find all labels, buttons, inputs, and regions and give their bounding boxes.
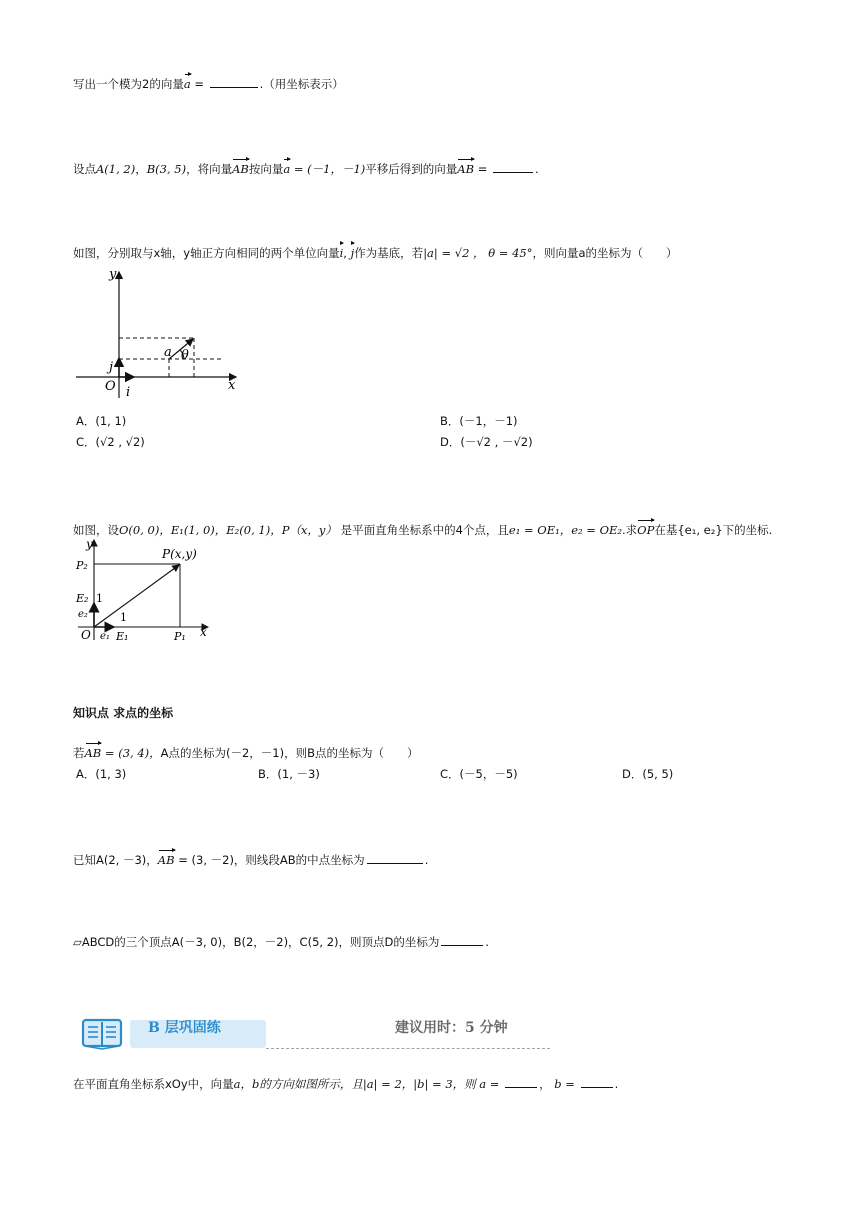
unit-vector-j: j [351, 242, 355, 261]
e1-label: E₁ [116, 630, 129, 643]
q2-point-b: B(3, 5) [146, 162, 187, 176]
e2-label: E₂ [76, 592, 89, 605]
origin-label: O [105, 379, 116, 394]
question-5 [73, 742, 419, 761]
q5-text-b: A点的坐标为(－2，－1)，则B点的坐标为（ ） [160, 746, 419, 760]
q3-option-b[interactable]: B．(－1，－1) [440, 414, 518, 428]
section-heading: 知识点 求点的坐标 [73, 706, 174, 720]
q5-value: = (3, 4)， [104, 746, 161, 760]
theta-label: θ [181, 348, 189, 363]
q8-text-a: 在平面直角坐标系xOy中，向量 [73, 1077, 234, 1091]
q5-option-d[interactable]: D．(5, 5) [622, 767, 674, 781]
q8-text-b: a，b的方向如图所示，且|a| = 2，|b| = 3，则 [233, 1077, 476, 1091]
q4-condition: e₁ = OE₁，e₂ = OE₂. [508, 523, 626, 537]
question-3: 如图，分别取与x轴，y轴正方向相同的两个单位向量i, j作为基底，若|a| = √2 ， θ = 45°，则向量a的坐标为（ ） [73, 242, 678, 261]
q1-answer-blank[interactable] [210, 76, 258, 88]
origin-label: O [81, 628, 91, 642]
q2-answer-blank[interactable] [493, 161, 533, 173]
unit-label-vertical: 1 [96, 592, 103, 605]
q6-text-a: 已知A(2, －3)， [73, 853, 158, 867]
q3-option-c[interactable]: C．(√2 , √2) [76, 435, 145, 449]
p1-label: P₁ [174, 630, 186, 643]
question-6 [73, 849, 428, 868]
q3-option-a[interactable]: A．(1, 1) [76, 414, 127, 428]
q2-text-c: 按向量 [248, 162, 284, 176]
q3-text-a: 如图，分别取与x轴，y轴正方向相同的两个单位向量 [73, 246, 340, 260]
q5-option-b[interactable]: B．(1, －3) [258, 767, 320, 781]
q3-text-b: 作为基底，若 [354, 246, 424, 260]
q1-text-tail: .（用坐标表示） [259, 77, 344, 91]
ve2-label: e₂ [78, 609, 88, 620]
q7-text: ▱ABCD的三个顶点A(－3, 0)，B(2，－2)，C(5, 2)，则顶点D的坐标为 [73, 935, 440, 949]
vector-a-symbol: a [184, 73, 191, 92]
q3-option-d[interactable]: D．(－√2 , －√2) [440, 435, 533, 449]
q4-text-c: 求 [625, 523, 638, 537]
section-divider [266, 1048, 550, 1049]
q4-text-b: 是平面直角坐标系中的4个点，且 [340, 523, 509, 537]
q8-b-eq: b = [554, 1077, 579, 1091]
q2-text-d: 平移后得到的向量 [365, 162, 458, 176]
p-label: P(x,y) [162, 547, 197, 561]
q2-point-a: A(1, 2) [96, 162, 136, 176]
i-label: i [126, 385, 131, 400]
q8-blank-b[interactable] [581, 1076, 613, 1088]
q3-figure [72, 266, 242, 401]
vector-op-arrow [94, 565, 179, 627]
question-1: 写出一个模为2的向量a = .（用坐标表示） [73, 73, 344, 92]
q8-a-eq: a = [479, 1077, 504, 1091]
j-label: j [109, 360, 114, 375]
p2-label: P₂ [76, 559, 88, 572]
q6-text-b: = (3, －2)，则线段AB的中点坐标为 [178, 853, 365, 867]
q4-text-a: 如图，设 [73, 523, 119, 537]
q4-vector-op: OP [637, 519, 654, 538]
q2-text-b: ，将向量 [186, 162, 233, 176]
q2-vector-a: a [283, 158, 290, 177]
y-label: y [109, 267, 117, 282]
question-8 [73, 1076, 618, 1092]
q8-blank-a[interactable] [505, 1076, 537, 1088]
q2-vector-ab-result: AB [457, 158, 474, 177]
q4-figure [74, 536, 214, 644]
q3-condition: |a| = √2 ， θ = 45° [423, 246, 533, 260]
q3-text-c: ，则向量a的坐标为（ ） [532, 246, 678, 260]
ve1-label: e₁ [100, 631, 110, 642]
q1-text: 写出一个模为2的向量 [73, 77, 184, 91]
question-7 [73, 934, 489, 950]
q8-sep: ， [539, 1077, 551, 1091]
q7-answer-blank[interactable] [441, 934, 483, 946]
x-label: x [228, 378, 236, 393]
unit-vector-i: i [340, 242, 344, 261]
q4-text-d: 在基{e₁, e₂}下的坐标. [654, 523, 773, 537]
q2-vector-a-value: = (－1，－1) [293, 162, 366, 176]
q5-text-a: 若 [73, 746, 85, 760]
q4-points: O(0, 0)，E₁(1, 0)，E₂(0, 1)，P（x，y） [119, 523, 337, 537]
q6-vector-ab: AB [158, 849, 175, 868]
q8-tail: . [614, 1077, 619, 1091]
a-label: a [164, 345, 172, 360]
x-label: x [200, 625, 207, 639]
unit-label-horizontal: 1 [120, 611, 127, 624]
q6-answer-blank[interactable] [367, 852, 423, 864]
q2-vector-ab: AB [232, 158, 249, 177]
q5-option-a[interactable]: A．(1, 3) [76, 767, 127, 781]
q2-sep: ， [135, 162, 147, 176]
q2-equals: = [474, 162, 492, 176]
q5-option-c[interactable]: C．(－5，－5) [440, 767, 518, 781]
section-tag-label: B 层巩固练 [148, 1020, 221, 1036]
q2-text-a: 设点 [73, 162, 96, 176]
q6-tail: . [424, 853, 429, 867]
y-label: y [86, 537, 93, 551]
q5-vector-ab: AB [85, 742, 102, 761]
q2-tail: . [535, 162, 539, 176]
question-2 [73, 158, 539, 177]
section-time: 建议用时：5 分钟 [395, 1020, 508, 1036]
book-icon [80, 1017, 124, 1051]
q7-tail: . [485, 935, 490, 949]
